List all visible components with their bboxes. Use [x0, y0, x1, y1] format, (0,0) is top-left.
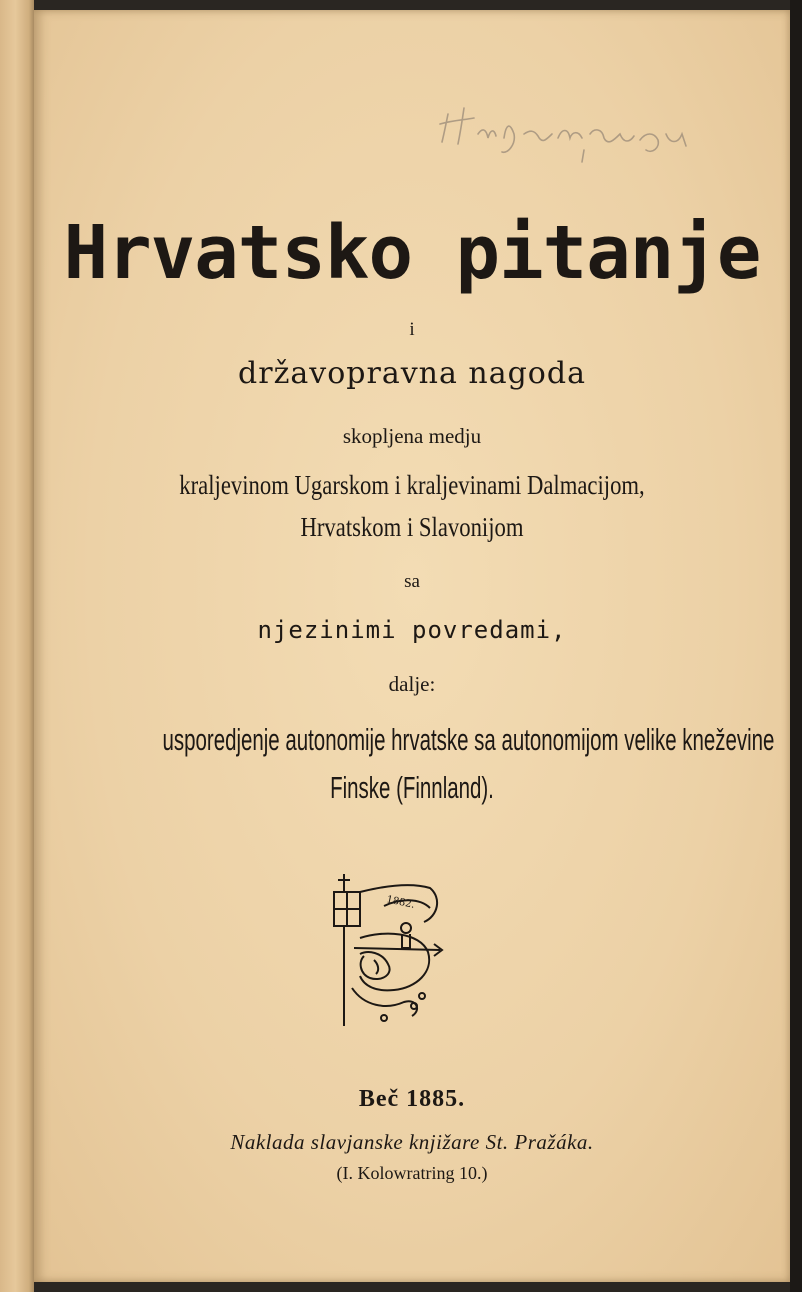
subtitle-line-hrvatskom: Hrvatskom i Slavonijom	[300, 512, 524, 542]
publisher-address: (I. Kolowratring 10.)	[336, 1163, 488, 1183]
subtitle-line-kraljevinom: kraljevinom Ugarskom i kraljevinami Dalmacijom,	[179, 470, 645, 500]
book-subtitle: državopravna nagoda	[238, 356, 586, 391]
publisher-device	[324, 868, 444, 1033]
handwritten-signature	[434, 94, 704, 174]
book-title: Hrvatsko pitanje	[63, 210, 761, 296]
left-page-edge	[0, 0, 34, 1292]
subtitle-line-povredami: njezinimi povredami,	[257, 616, 567, 644]
subtitle-line-usporedjenje: usporedjenje autonomije hrvatske sa autonomijom velike kneževine	[162, 722, 775, 757]
conjunction-i: i	[409, 319, 415, 340]
imprint-place-year: Beč 1885.	[358, 1086, 466, 1112]
subtitle-line-skopljena: skopljena medju	[342, 424, 482, 448]
subtitle-line-finske: Finske (Finnland).	[330, 770, 494, 805]
right-border	[790, 0, 802, 1292]
publisher-line: Naklada slavjanske knjižare St. Pražáka.	[230, 1130, 594, 1154]
device-year: 1882.	[385, 894, 416, 911]
title-page	[34, 10, 790, 1282]
subtitle-line-dalje: dalje:	[388, 672, 436, 696]
subtitle-line-sa: sa	[404, 571, 420, 592]
